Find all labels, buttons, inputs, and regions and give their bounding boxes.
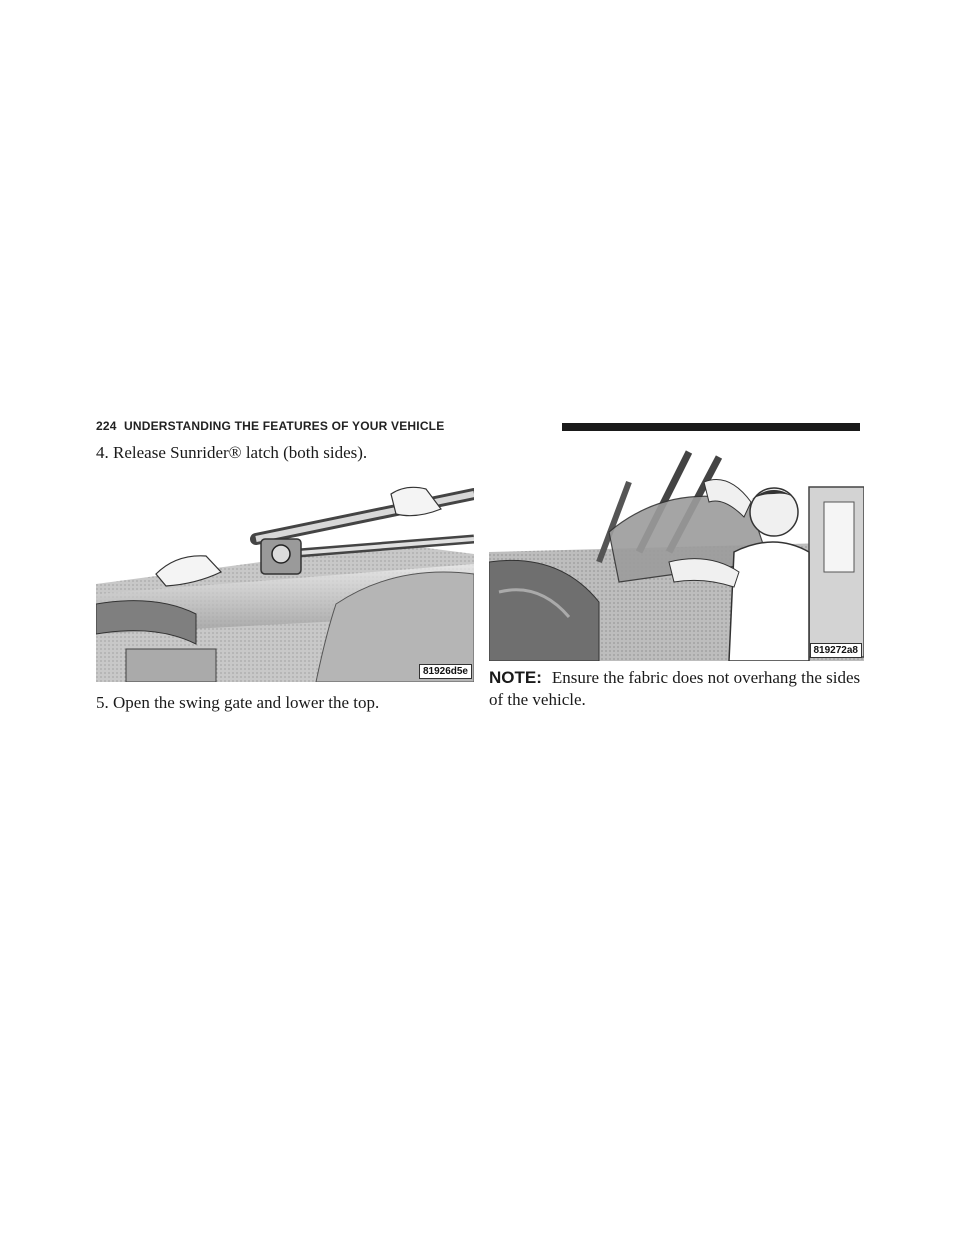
figure-code: 819272a8 xyxy=(810,643,863,658)
header-rule xyxy=(562,423,860,431)
step-5-text: 5. Open the swing gate and lower the top. xyxy=(96,693,380,712)
lowering-top-illustration xyxy=(489,442,864,661)
page-number: 224 xyxy=(96,419,117,433)
note-label: NOTE: xyxy=(489,668,542,687)
figure-code: 81926d5e xyxy=(419,664,472,679)
section-title: UNDERSTANDING THE FEATURES OF YOUR VEHICLE xyxy=(124,419,445,433)
step-4-text: 4. Release Sunrider® latch (both sides). xyxy=(96,443,368,462)
page-header xyxy=(96,419,864,437)
note-text: Ensure the fabric does not overhang the sides of the vehicle. xyxy=(489,668,861,709)
note-paragraph xyxy=(489,667,867,711)
sunrider-latch-illustration xyxy=(96,484,474,682)
